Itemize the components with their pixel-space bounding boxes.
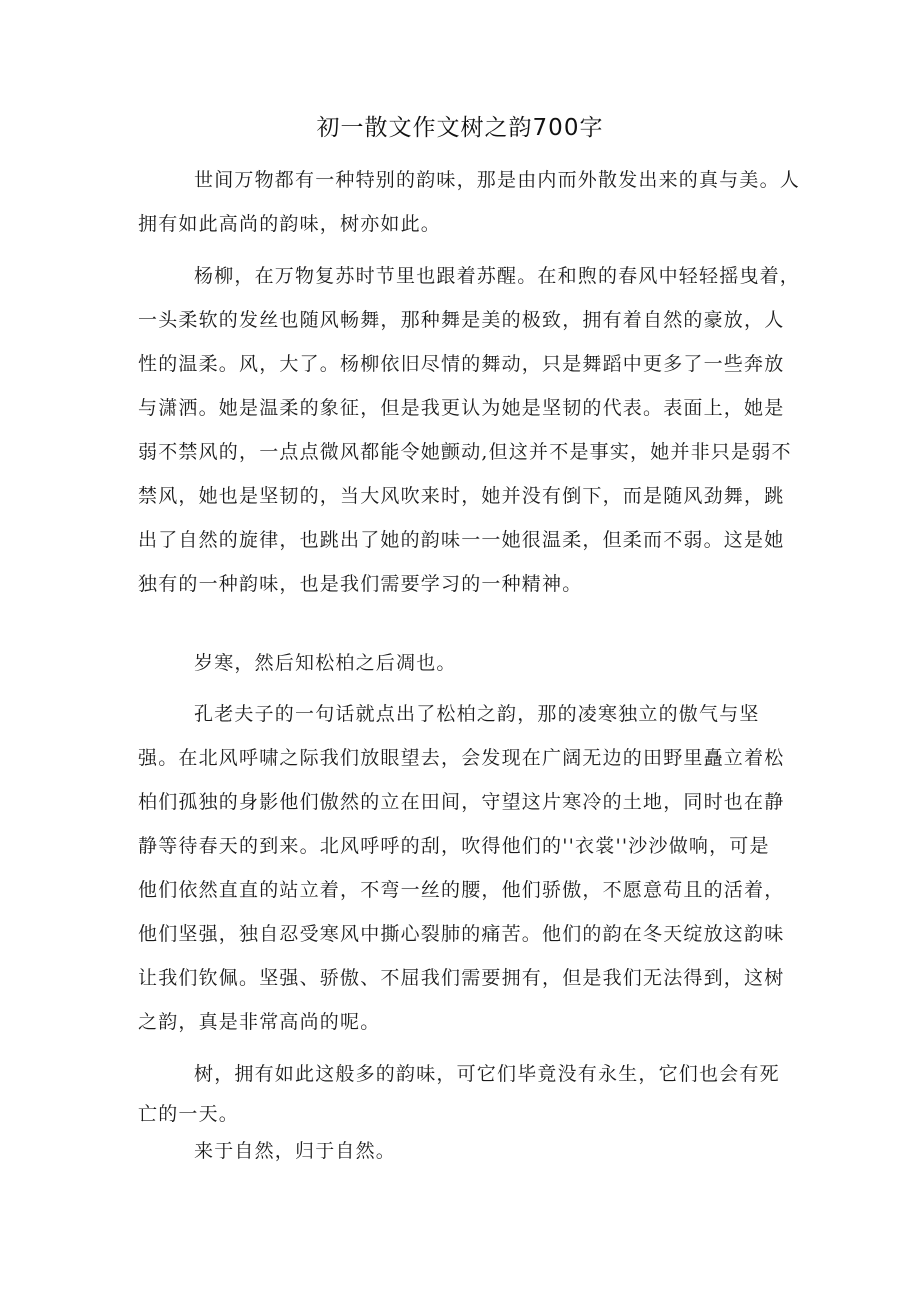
text-line: 性的温柔。风，大了。杨柳依旧尽情的舞动，只是舞蹈中更多了一些奔放 (138, 353, 785, 375)
text-line: 让我们钦佩。坚强、骄傲、不屈我们需要拥有，但是我们无法得到，这树 (138, 967, 785, 989)
paragraph-1 (138, 158, 800, 246)
text-line: 亡的一天。 (138, 1103, 240, 1125)
text-line: 静等待春天的到来。北风呼呼的刮，吹得他们的''衣裳''沙沙做响，可是 (138, 835, 770, 857)
paragraph-6 (138, 1129, 396, 1173)
paragraph-2 (138, 254, 800, 606)
paragraph-4 (138, 692, 784, 1044)
text-line: 弱不禁风的，一点点微风都能令她颤动,但这并不是事实，她并非只是弱不 (138, 441, 792, 463)
paragraph-5 (138, 1054, 780, 1134)
text-line: 强。在北风呼啸之际我们放眼望去，会发现在广阔无边的田野里矗立着松 (138, 747, 785, 769)
text-line: 孔老夫子的一句话就点出了松柏之韵，那的凌寒独立的傲气与坚 (194, 703, 760, 725)
text-line: 来于自然，归于自然。 (194, 1140, 397, 1162)
text-line: 他们坚强，独自忍受寒风中撕心裂肺的痛苦。他们的韵在冬天绽放这韵味 (138, 923, 785, 945)
document-title: 初一散文作文树之韵700字 (316, 115, 604, 141)
text-line: 他们依然直直的站立着，不弯一丝的腰，他们骄傲，不愿意苟且的活着， (138, 879, 785, 901)
text-line: 树，拥有如此这般多的韵味，可它们毕竟没有永生，它们也会有死 (194, 1063, 780, 1085)
text-line: 一头柔软的发丝也随风畅舞，那种舞是美的极致，拥有着自然的豪放，人 (138, 309, 785, 331)
text-line: 与潇洒。她是温柔的象征，但是我更认为她是坚韧的代表。表面上，她是 (138, 397, 785, 419)
paragraph-3 (138, 641, 457, 685)
text-line: 杨柳，在万物复苏时节里也跟着苏醒。在和煦的春风中轻轻摇曳着， (194, 265, 801, 287)
text-line: 世间万物都有一种特别的韵味，那是由内而外散发出来的真与美。人 (194, 169, 801, 191)
text-line: 柏们孤独的身影他们傲然的立在田间，守望这片寒冷的土地，同时也在静 (138, 791, 785, 813)
text-line: 岁寒，然后知松柏之后凋也。 (194, 652, 457, 674)
text-line: 出了自然的旋律，也跳出了她的韵味一一她很温柔，但柔而不弱。这是她 (138, 529, 785, 551)
text-line: 之韵，真是非常高尚的呢。 (138, 1011, 381, 1033)
text-line: 独有的一种韵味，也是我们需要学习的一种精神。 (138, 573, 583, 595)
text-line: 拥有如此高尚的韵味，树亦如此。 (138, 213, 442, 235)
text-line: 禁风，她也是坚韧的，当大风吹来时，她并没有倒下，而是随风劲舞，跳 (138, 485, 785, 507)
